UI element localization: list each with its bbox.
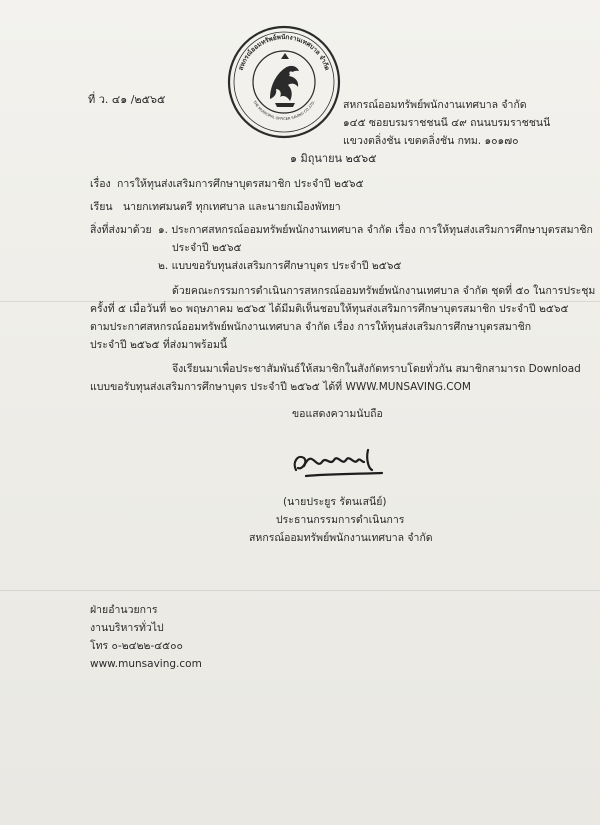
handwritten-signature	[286, 440, 396, 486]
body-paragraph-1-line-4: ประจำปี ๒๕๖๕ ที่ส่งมาพร้อมนี้	[90, 339, 228, 351]
recipient-label: เรียน	[90, 201, 113, 213]
organization-seal-logo	[225, 23, 343, 141]
footer-website: www.munsaving.com	[90, 658, 202, 670]
footer-department: ฝ่ายอำนวยการ	[90, 604, 158, 616]
address-line-1: ๑๔๕ ซอยบรมราชชนนี ๔๙ ถนนบรมราชชนนี	[343, 117, 551, 129]
body-paragraph-1-line-2: ครั้งที่ ๕ เมื่อวันที่ ๒๐ พฤษภาคม ๒๕๖๕ ได้มีมติเห็นชอบให้ทุนส่งเสริมการศึกษาบุตรสมาชิก ประจำปี ๒๕๖๕	[90, 303, 569, 315]
closing-salutation: ขอแสดงความนับถือ	[292, 408, 383, 420]
letter-date: ๑ มิถุนายน ๒๕๖๕	[290, 152, 377, 165]
body-paragraph-2-line-2: แบบขอรับทุนส่งเสริมการศึกษาบุตร ประจำปี ๒๕๖๕ ได้ที่ WWW.MUNSAVING.COM	[90, 381, 471, 393]
enclosure-item-2: ๒. แบบขอรับทุนส่งเสริมการศึกษาบุตร ประจำปี ๒๕๖๕	[158, 260, 402, 272]
footer-phone: โทร ๐-๒๔๒๒-๔๕๐๐	[90, 640, 183, 652]
body-paragraph-1-line-3: ตามประกาศสหกรณ์ออมทรัพย์พนักงานเทศบาล จำกัด เรื่อง การให้ทุนส่งเสริมการศึกษาบุตรสมาชิก	[90, 321, 532, 333]
organization-name: สหกรณ์ออมทรัพย์พนักงานเทศบาล จำกัด	[343, 99, 527, 111]
reference-number: ที่ ว. ๔๑ /๒๕๖๕	[88, 93, 166, 106]
subject-label: เรื่อง	[90, 178, 111, 190]
address-line-2: แขวงตลิ่งชัน เขตตลิ่งชัน กทม. ๑๐๑๗๐	[343, 135, 519, 147]
svg-text:THE MUNICIPAL OFFICER SAVING C: THE MUNICIPAL OFFICER SAVING CO.,LTD.	[252, 99, 316, 122]
subject-text: การให้ทุนส่งเสริมการศึกษาบุตรสมาชิก ประจำปี ๒๕๖๕	[117, 178, 364, 190]
enclosures-label: สิ่งที่ส่งมาด้วย	[90, 224, 152, 236]
recipient-text: นายกเทศมนตรี ทุกเทศบาล และนายกเมืองพัทยา	[123, 201, 341, 213]
footer-unit: งานบริหารทั่วไป	[90, 622, 164, 634]
paper-fold-line	[0, 590, 600, 591]
signatory-position: ประธานกรรมการดำเนินการ	[276, 514, 405, 526]
signatory-organization: สหกรณ์ออมทรัพย์พนักงานเทศบาล จำกัด	[249, 532, 433, 544]
svg-text:สหกรณ์ออมทรัพย์พนักงานเทศบาล จ: สหกรณ์ออมทรัพย์พนักงานเทศบาล จำกัด	[236, 32, 332, 72]
enclosure-item-1-continued: ประจำปี ๒๕๖๕	[172, 242, 242, 254]
body-paragraph-2-line-1: จึงเรียนมาเพื่อประชาสัมพันธ์ให้สมาชิกในสังกัดทราบโดยทั่วกัน สมาชิกสามารถ Download	[172, 363, 581, 375]
signatory-name: (นายประยูร รัตนเสนีย์)	[283, 496, 387, 508]
enclosure-item-1: ๑. ประกาศสหกรณ์ออมทรัพย์พนักงานเทศบาล จำกัด เรื่อง การให้ทุนส่งเสริมการศึกษาบุตรสมาชิก	[158, 224, 593, 236]
body-paragraph-1-line-1: ด้วยคณะกรรมการดำเนินการสหกรณ์ออมทรัพย์พนักงานเทศบาล จำกัด ชุดที่ ๕๐ ในการประชุม	[172, 285, 596, 297]
